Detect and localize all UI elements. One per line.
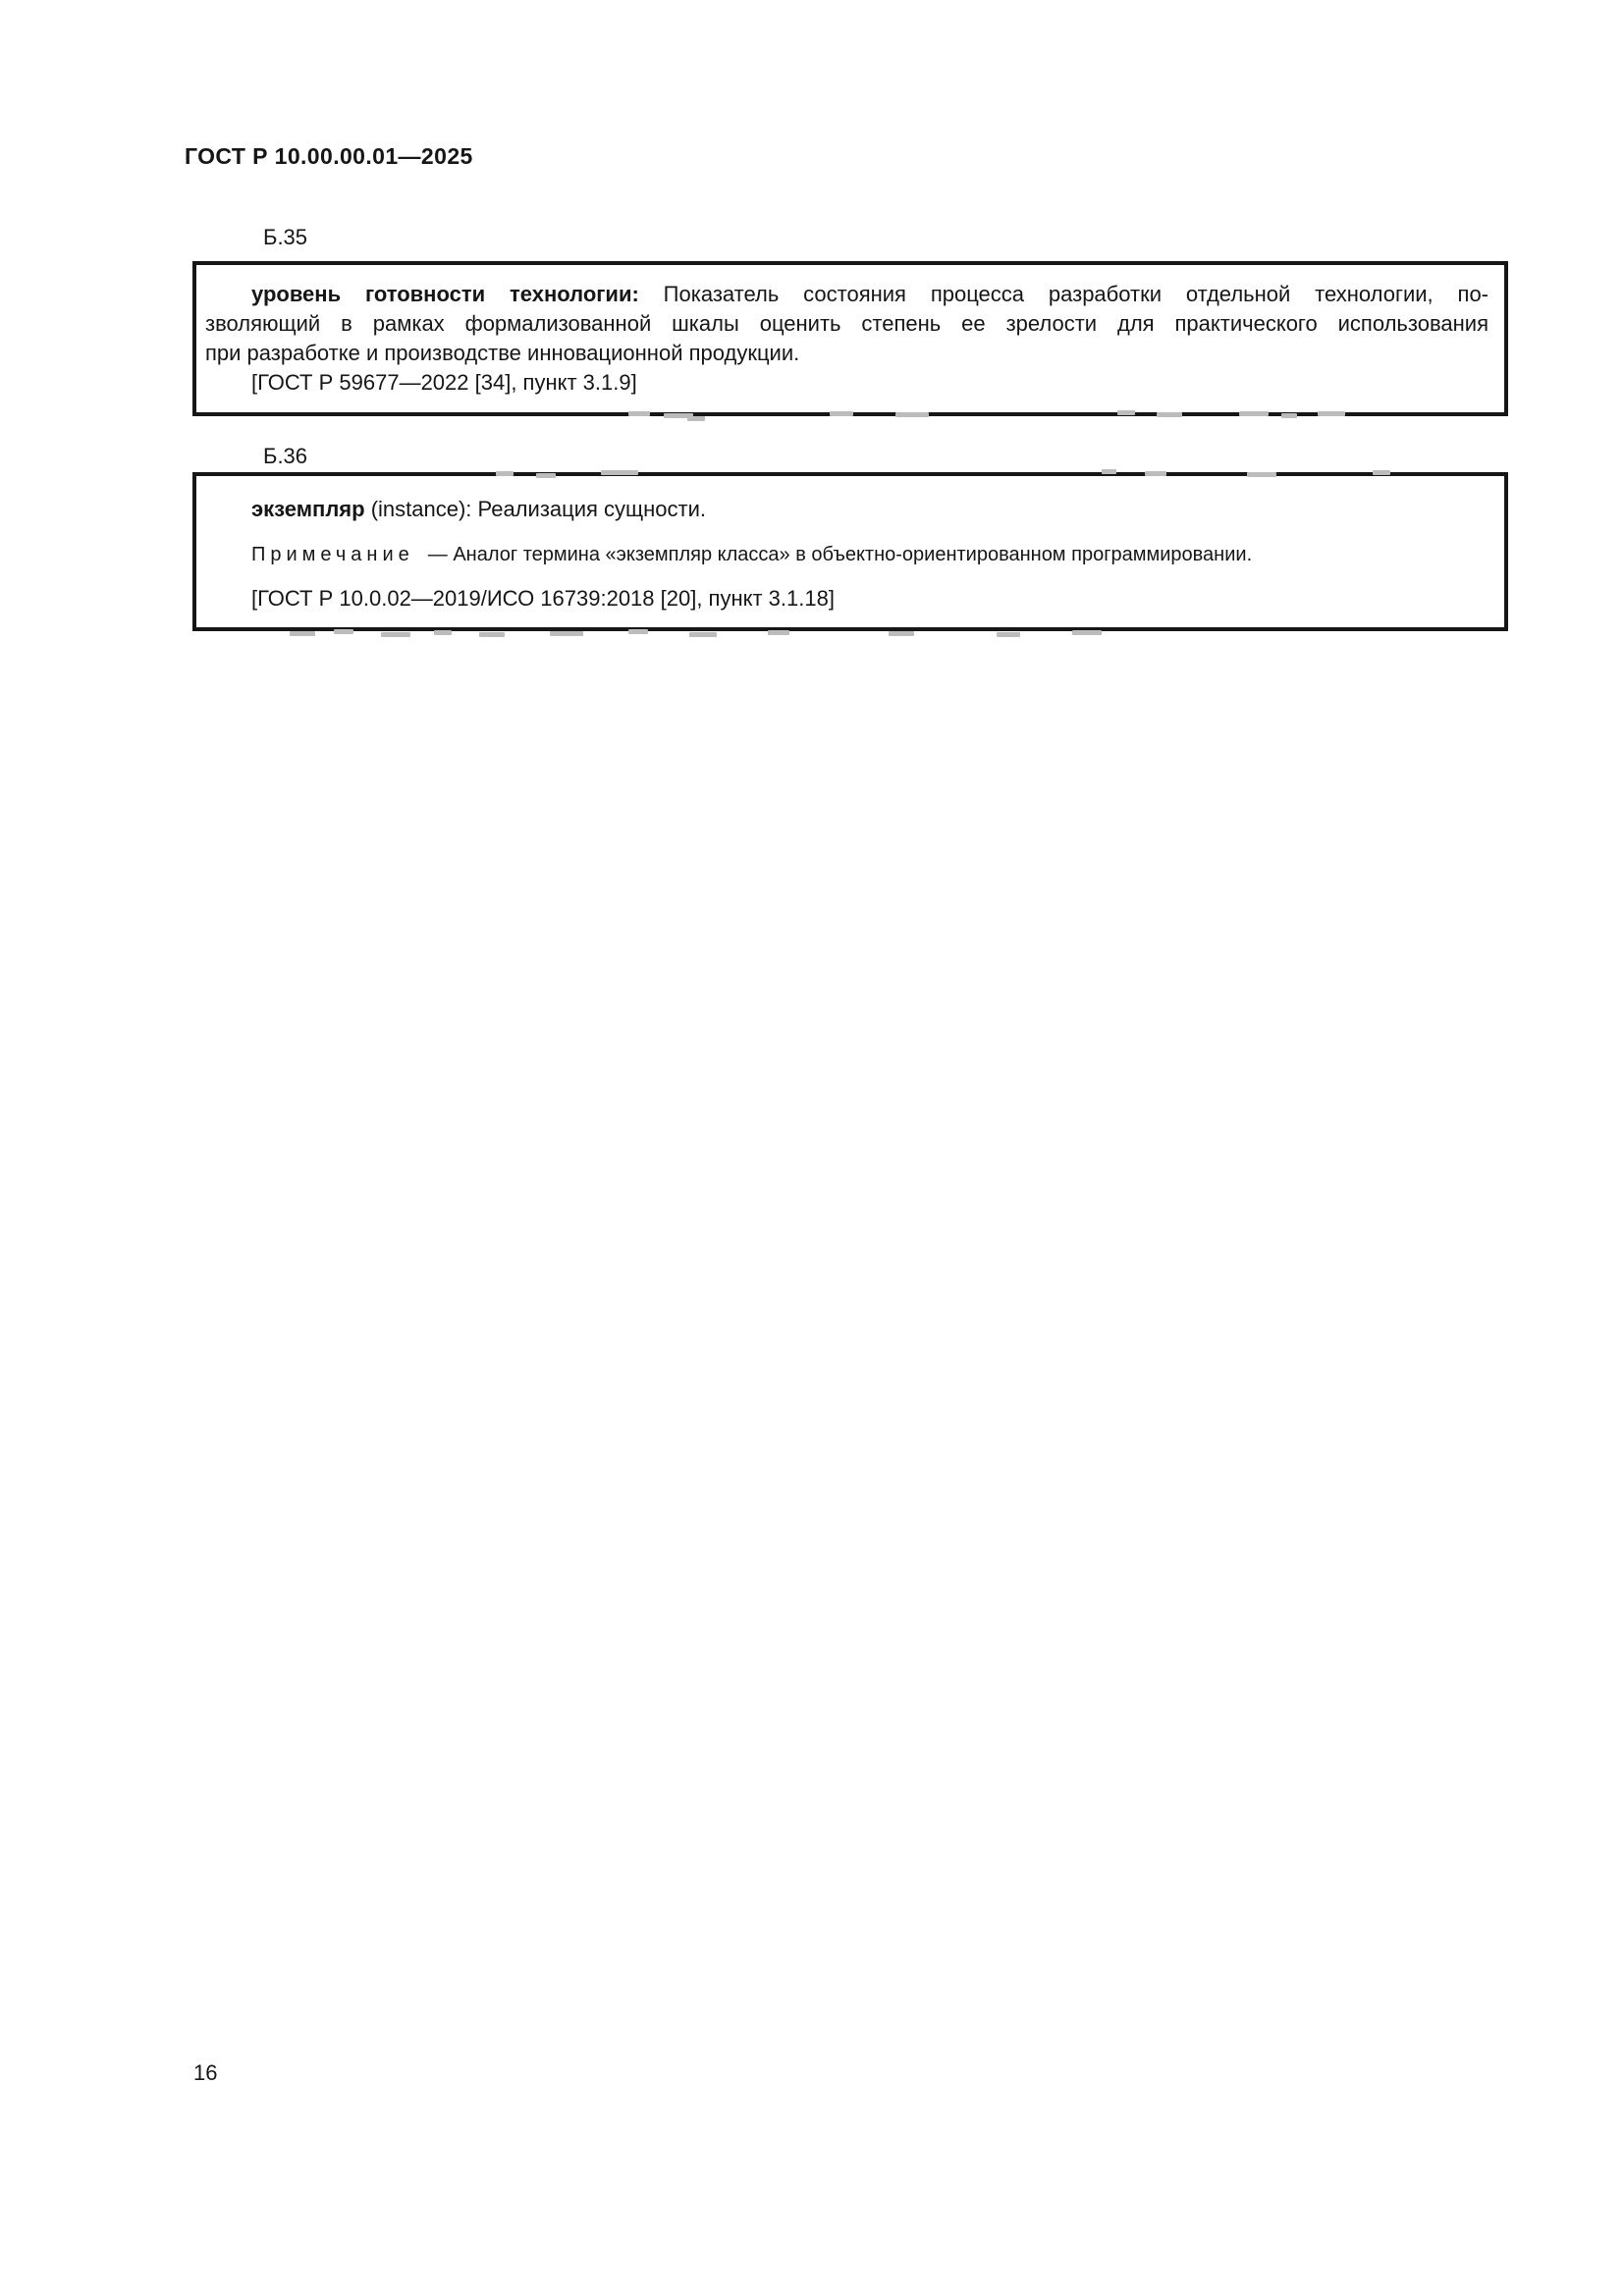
watermark-artifact	[628, 629, 648, 634]
watermark-artifact	[1318, 411, 1345, 416]
term-b35: уровень готовности технологии:	[251, 282, 639, 306]
watermark-artifact	[895, 412, 929, 417]
watermark-artifact	[768, 630, 789, 635]
watermark-artifact	[997, 632, 1020, 637]
definition-box-b35	[192, 261, 1508, 416]
definition-b35-line2: зволяющий в рамках формализованной шкалы оценить степень ее зрелости для практического использования	[205, 311, 1489, 336]
watermark-artifact	[1117, 410, 1135, 415]
watermark-artifact	[1239, 411, 1269, 416]
term-b36: экземпляр	[251, 497, 365, 521]
watermark-artifact	[830, 411, 853, 416]
entry-label-b36: Б.36	[263, 444, 308, 468]
watermark-artifact	[1247, 472, 1276, 477]
watermark-artifact	[479, 632, 505, 637]
watermark-artifact	[687, 416, 705, 421]
watermark-artifact	[1281, 413, 1297, 418]
entry-label-b35: Б.35	[263, 225, 308, 249]
note-b36	[205, 540, 1489, 569]
definition-b35-line3: при разработке и производстве инновационной продукции.	[205, 341, 800, 365]
definition-b36-term-line	[205, 495, 1489, 524]
watermark-artifact	[381, 632, 410, 637]
watermark-artifact	[689, 632, 717, 637]
note-text: — Аналог термина «экземпляр класса» в объектно-ориентированном программировании.	[427, 544, 1253, 565]
document-code-header: ГОСТ Р 10.00.00.01—2025	[185, 143, 473, 169]
page-number: 16	[193, 2060, 218, 2085]
definition-b36-text: (instance): Реализация сущности.	[364, 497, 707, 521]
watermark-artifact	[628, 411, 650, 416]
watermark-artifact	[1157, 412, 1182, 417]
watermark-artifact	[536, 473, 556, 478]
watermark-artifact	[550, 631, 583, 636]
watermark-artifact	[334, 629, 353, 634]
reference-b36: [ГОСТ Р 10.0.02—2019/ИСО 16739:2018 [20], пункт 3.1.18]	[251, 586, 835, 611]
watermark-artifact	[1102, 469, 1116, 474]
note-label: Примечание	[251, 544, 414, 565]
watermark-artifact	[496, 471, 514, 476]
definition-box-b36	[192, 472, 1508, 631]
watermark-artifact	[1145, 471, 1166, 476]
definition-b35-line1-text: Показатель состояния процесса разработки отдельной технологии, по-	[638, 282, 1489, 306]
watermark-artifact	[889, 631, 914, 636]
reference-b35: [ГОСТ Р 59677—2022 [34], пункт 3.1.9]	[251, 370, 637, 395]
watermark-artifact	[1072, 630, 1102, 635]
watermark-artifact	[434, 630, 452, 635]
watermark-artifact	[1373, 470, 1390, 475]
definition-b35-line1	[205, 280, 1489, 309]
watermark-artifact	[290, 631, 315, 636]
watermark-artifact	[601, 470, 638, 475]
